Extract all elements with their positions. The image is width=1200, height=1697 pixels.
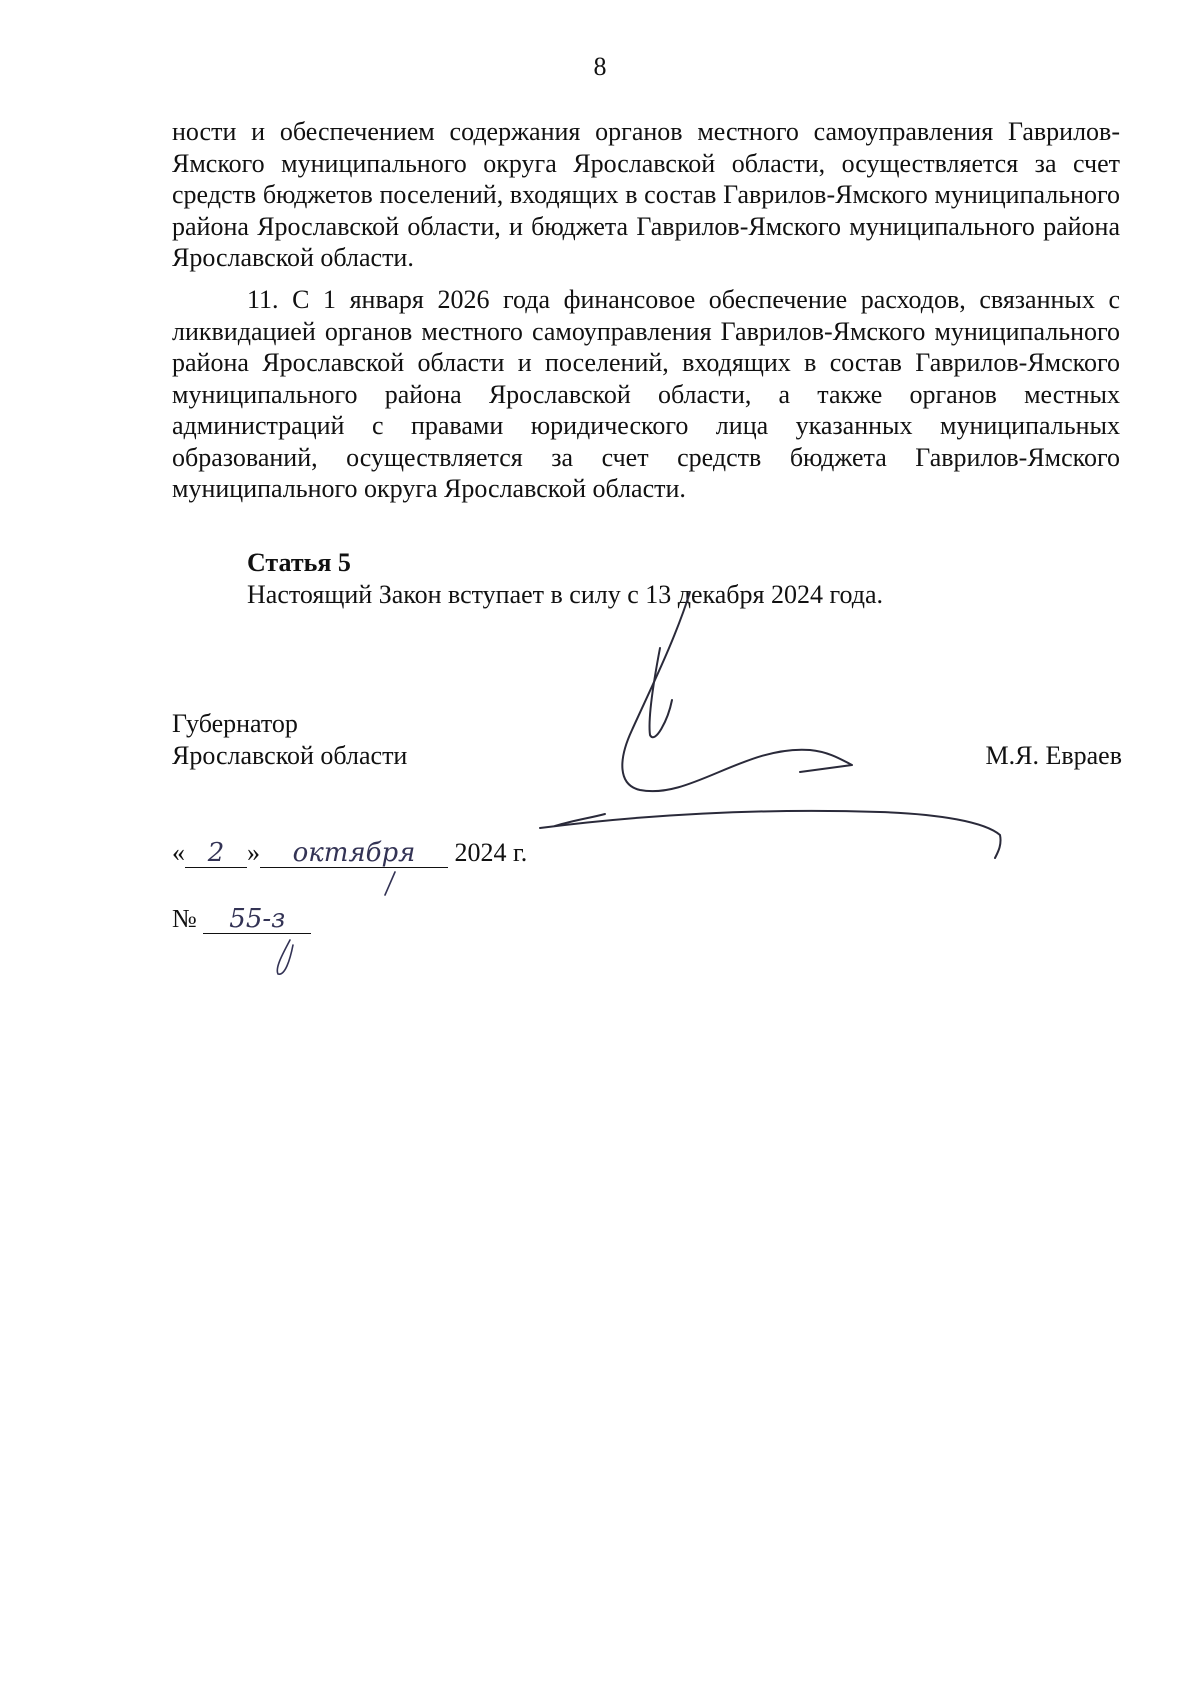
- signatory-name: М.Я. Евраев: [985, 741, 1122, 770]
- signatory-title-line1: Губернатор: [172, 709, 298, 738]
- signatory-title-line2: Ярославской области: [172, 741, 408, 770]
- article-heading: Статья 5: [247, 548, 351, 577]
- date-year: 2024 г.: [454, 838, 528, 867]
- date-month-field: октября: [260, 839, 448, 868]
- signature-stroke-loop: [649, 648, 672, 737]
- date-flourish: [385, 872, 395, 895]
- signing-date: [172, 838, 527, 868]
- article-text: Настоящий Закон вступает в силу с 13 декабря 2024 года.: [247, 580, 884, 609]
- paragraph-item-11: 11. С 1 января 2026 года финансовое обеспечение расходов, связанных с ликвидацией органов местного самоуправления Гаврилов-Ямского муниципального района Ярославской области и поселений, входящих в состав Гаврилов-Ямского муниципального района Ярославской области, а также органов местных администраций с правами юридического лица указанных муниципальных образований, осуществляется за счет средств бюджета Гаврилов-Ямского муниципального округа Ярославской области.: [172, 285, 1120, 503]
- date-day-field: 2: [185, 839, 247, 868]
- date-open-quote: «: [172, 838, 185, 867]
- signature-stroke-main: [622, 592, 852, 791]
- paragraph-continuation: ности и обеспечением содержания органов местного самоуправления Гаврилов-Ямского муниципального округа Ярославской области, осуществляется за счет средств бюджетов поселений, входящих в состав Гаврилов-Ямского муниципального района Ярославской области, и бюджета Гаврилов-Ямского муниципального района Ярославской области.: [172, 117, 1120, 272]
- number-prefix: №: [172, 904, 197, 933]
- signature-stroke-tail: [540, 811, 1001, 858]
- signature-stroke-underline: [555, 814, 605, 826]
- date-close-quote: »: [247, 838, 260, 867]
- page-number: 8: [593, 52, 607, 81]
- number-value-field: 55-з: [203, 905, 311, 934]
- law-number: [172, 904, 311, 934]
- signatory-title: [172, 708, 407, 772]
- number-flourish: [277, 940, 293, 974]
